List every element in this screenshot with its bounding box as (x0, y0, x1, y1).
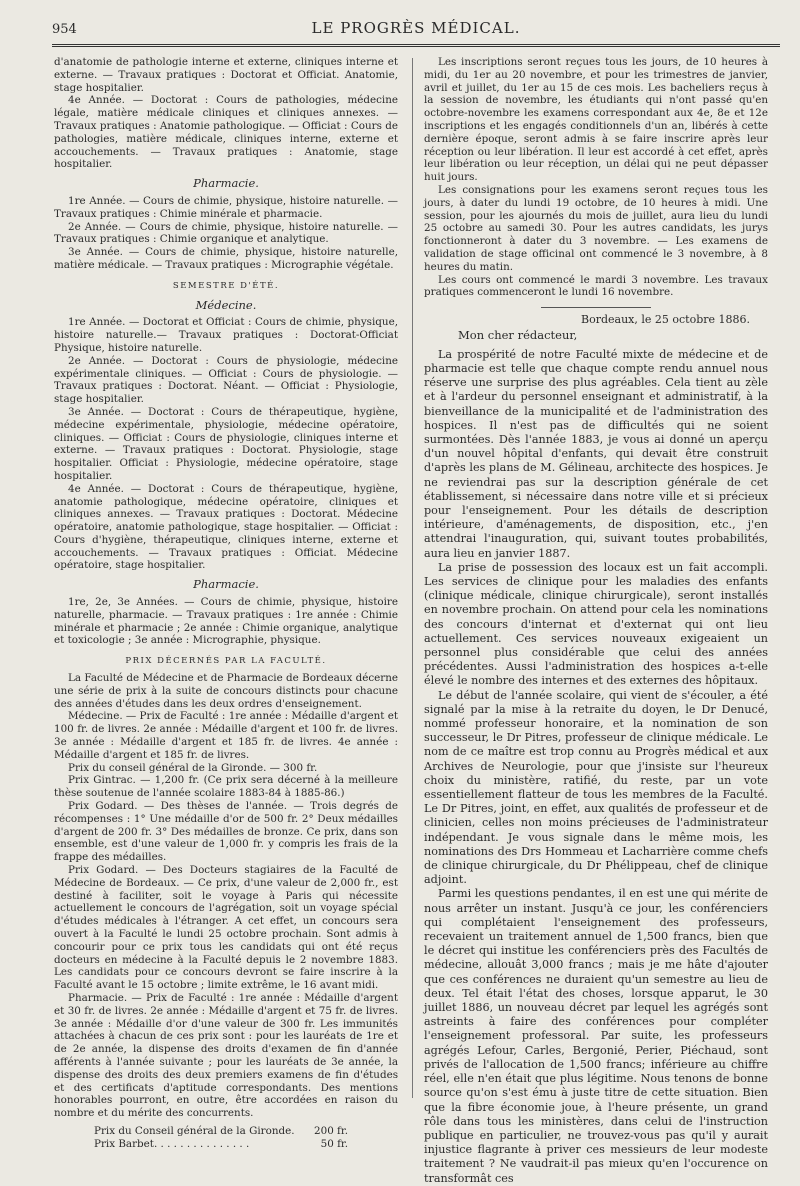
semester-heading: SEMESTRE D'ÉTÉ. (172, 280, 280, 291)
paragraph: Parmi les questions pendantes, il en est une qui mérite de nous arrêter un instant. Jusqu'à ce jour, les conférenciers qui complétaient l'enseignement des professeurs, recevaient un traitement annuel de 1,500 francs, bien que le décret qui institue les conférenciers près des Facultés de médecine, allouât 3,000 francs ; mais je me hâte d'ajouter que ces conférences ne duraient qu'un semestre au lieu de deux. Tel était l'état des choses, lorsque apparut, le 30 juillet 1886, un nouveau décret par lequel les agrégés sont astreints à faire des conférences pour compléter l'enseignement professoral. Par suite, les professeurs agrégés Lefour, Carles, Bergonié, Perier, Piéchaud, sont privés de l'allocation de 1,500 francs; inférieure au chiffre réel, elle n'en était que plus légitime. Nous tenons de bonne source qu'on s'est ému à juste titre de cette situation. Bien que la fibre économie joue, à l'heure présente, un grand rôle dans tous les ministères, dans celui de l'instruction publique en particulier, ne trouvez-vous pas qu'il y aurait injustice flagrante à priver ces messieurs de leur modeste traitement ? Ne vaudrait-il pas mieux qu'en l'occurence on transformât ces (424, 887, 768, 1185)
separator-rule (541, 307, 651, 308)
section-heading: Médecine. (195, 297, 257, 312)
section-heading: Pharmacie. (193, 577, 259, 592)
paragraph: 3e Année. — Doctorat : Cours de thérapeutique, hygiène, médecine expérimentale, physiologie, médecine opératoire, cliniques. — Officiat : Cours de physiologie, cliniques interne et externe. — Travaux pratiques : Doctorat. Physiologie, stage hospitalier. Officiat : Physiologie, médecine opératoire, stage hospitalier. (54, 405, 398, 482)
prize-line (54, 1125, 398, 1138)
paragraph: Prix Godard. — Des thèses de l'année. — Trois degrés de récompenses : 1° Une médaille d'or de 500 fr. 2° Deux médailles d'argent de 200 fr. 3° Des médailles de bronze. Ce prix, dans son ensemble, est d'une valeur de 1,000 fr. y compris les frais de la frappe des médailles. (54, 800, 398, 864)
paragraph: Prix Godard. — Des Docteurs stagiaires de la Faculté de Médecine de Bordeaux. — Ce prix, d'une valeur de 2,000 fr., est destiné à faciliter, soit le voyage à Paris qui nécessite actuellement le concours de l'agrégation, soit un voyage spécial d'études médicales à l'étranger. A cet effet, un concours sera ouvert à la Faculté le lundi 25 octobre prochain. Sont admis à concourir pour ce prix tous les candidats qui ont été reçus docteurs en médecine à la Faculté depuis le 2 novembre 1883. Les candidats pour ce concours devront se faire inscrire à la Faculté avant le 15 octobre ; limite extrême, le 16 avant midi. (54, 864, 398, 992)
paragraph: La prospérité de notre Faculté mixte de médecine et de pharmacie est telle que chaque compte rendu annuel nous réserve une surprise des plus agréables. Cela tient au zèle et à l'ardeur du personnel enseignant et administratif, à la bienveillance de la municipalité et de l'administration des hospices. Il n'est pas de difficultés qui ne soient surmontées. Dès l'année 1883, je vous ai donné un aperçu d'un nouvel hôpital d'enfants, qui devait être construit d'après les plans de M. Gélineau, architecte des hospices. Je ne reviendrai pas sur la description générale de cet établissement, si nécessaire dans notre ville et si précieux pour l'enseignement. Pour les détails de description intérieure, d'aménagements, de disposition, etc., j'en attendrai l'inauguration, qui, suivant toutes probabilités, aura lieu en janvier 1887. (424, 347, 768, 560)
running-title: LE PROGRÈS MÉDICAL. (311, 19, 521, 37)
paragraph: Pharmacie. — Prix de Faculté : 1re année : Médaille d'argent et 30 fr. de livres. 2e année : Médaille d'argent et 75 fr. de livres. 3e année : Médaille d'or d'une valeur de 300 fr. Les immunités attachées à chacun de ces prix sont : pour les lauréats de 1re et de 2e année, la dispense des droits d'examen de fin d'année afférents à l'année suivante ; pour les lauréats de 3e année, la dispense des droits des deux premiers examens de fin d'études et des certificats d'aptitude correspondants. Des mentions honorables pourront, en outre, être accordées en raison du nombre et du mérite des concurrents. (54, 991, 398, 1120)
paragraph: La prise de possession des locaux est un fait accompli. Les services de clinique pour les maladies des enfants (clinique médicale, clinique chirurgicale), seront installés en novembre prochain. On attend pour cela les nominations des concours d'internat et d'externat qui ont lieu actuellement. Ces services nouveaux exigeaient un personnel plus considérable que celui des années précédentes. Aussi l'administration des hospices a-t-elle élevé le nombre des internes et des externes des hôpitaux. (424, 560, 768, 688)
letter-body (424, 348, 768, 1186)
prize-value: 200 fr. (314, 1124, 348, 1137)
page-number: 954 (52, 22, 77, 37)
paragraph: 4e Année. — Doctorat : Cours de thérapeutique, hygiène, anatomie pathologique, médecine opératoire, cliniques et cliniques annexes. — Travaux pratiques : Doctorat. Médecine opératoire, anatomie pathologique, stage hospitalier. — Officiat : Cours d'hygiène, thérapeutique, cliniques interne, externe et accouchements. — Travaux pratiques : Officiat. Médecine opératoire, stage hospitalier. (54, 482, 398, 572)
right-column (424, 56, 768, 1186)
paragraph: Prix du conseil général de la Gironde. — 300 fr. (68, 761, 318, 774)
paragraph: Les consignations pour les examens seront reçues tous les jours, à dater du lundi 19 octobre, de 10 heures à midi. Une session, pour les ajournés du mois de juillet, aura lieu du lundi 25 octobre au samedi 30. Pour les autres candidats, les jurys fonctionneront à dater du 3 novembre. — Les examens de validation de stage officinal ont commencé le 3 novembre, à 8 heures du matin. (424, 183, 768, 273)
prize-label: Prix du Conseil général de la Gironde. (94, 1124, 295, 1137)
section-heading: Pharmacie. (193, 176, 259, 191)
column-divider (412, 58, 413, 1098)
prizes-heading: PRIX DÉCERNÉS PAR LA FACULTÉ. (125, 656, 327, 667)
prize-line (54, 1138, 398, 1151)
paragraph: 1re Année. — Doctorat et Officiat : Cours de chimie, physique, histoire naturelle.— Travaux pratiques : Doctorat-Officiat Physique, histoire naturelle. (54, 316, 398, 354)
paragraph: 2e Année. — Cours de chimie, physique, histoire naturelle. — Travaux pratiques : Chimie organique et analytique. (54, 220, 398, 246)
letter-date: Bordeaux, le 25 octobre 1886. (581, 313, 750, 327)
paragraph: Prix Gintrac. — 1,200 fr. (Ce prix sera décerné à la meilleure thèse soutenue de l'année scolaire 1883-84 à 1885-86.) (54, 774, 398, 800)
paragraph: Médecine. — Prix de Faculté : 1re année : Médaille d'argent et 100 fr. de livres. 2e année : Médaille d'argent et 100 fr. de livres. 3e année : Médaille d'argent et 185 fr. de livres. 4e année : Médaille d'argent et 185 fr. de livres. (54, 710, 398, 761)
paragraph: Les inscriptions seront reçues tous les jours, de 10 heures à midi, du 1er au 20 novembre, et pour les trimestres de janvier, avril et juillet, du 1er au 15 de ces mois. Les bacheliers reçus à la session de novembre, les étudiants qui n'ont passé qu'en octobre-novembre les examens correspondant aux 4e, 8e et 12e inscriptions et les engagés conditionnels d'un an, libérés à cette dernière époque, seront admis à se faire inscrire après leur réception ou leur libération. Il leur est accordé à cet effet, après leur libération ou leur réception, un délai qui ne peut dépasser huit jours. (424, 56, 768, 184)
paragraph: 1re Année. — Cours de chimie, physique, histoire naturelle. — Travaux pratiques : Chimie minérale et pharmacie. (54, 194, 398, 220)
letter-salutation: Mon cher rédacteur, (458, 327, 578, 342)
paragraph: La Faculté de Médecine et de Pharmacie de Bordeaux décerne une série de prix à la suite de concours distincts pour chacune des années d'études dans les deux ordres d'enseignement. (54, 672, 398, 710)
paragraph: Les cours ont commencé le mardi 3 novembre. Les travaux pratiques commenceront le lundi 16 novembre. (424, 273, 768, 299)
paragraph: 4e Année. — Doctorat : Cours de pathologies, médecine légale, matière médicale cliniques et cliniques annexes. — Travaux pratiques : Anatomie pathologique. — Officiat : Cours de pathologies, matière médicale, cliniques interne, externe et accouchements. — Travaux pratiques : Anatomie, stage hospitalier. (54, 94, 398, 171)
prize-label: Prix Barbet. . . . . . . . . . . . . . . (94, 1137, 250, 1150)
paragraph: d'anatomie de pathologie interne et externe, cliniques interne et externe. — Travaux pratiques : Doctorat et Officiat. Anatomie, stage hospitalier. (54, 56, 398, 94)
paragraph: 3e Année. — Cours de chimie, physique, histoire naturelle, matière médicale. — Travaux pratiques : Micrographie végétale. (54, 246, 398, 271)
paragraph: 2e Année. — Doctorat : Cours de physiologie, médecine expérimentale cliniques. — Officiat : Cours de physiologie. — Travaux pratiques : Doctorat. Néant. — Officiat : Physiologie, stage hospitalier. (54, 354, 398, 406)
page-header (52, 18, 780, 47)
paragraph: Le début de l'année scolaire, qui vient de s'écouler, a été signalé par la mise à la retraite du doyen, le Dr Denucé, nommé professeur honoraire, et la nomination de son successeur, le Dr Pitres, professeur de clinique médicale. Le nom de ce maître est trop connu au Progrès médical et aux Archives de Neurologie, pour que j'insiste sur l'heureux choix du ministère, ratifié, du reste, par un vote essentiellement flatteur de tous les membres de la Faculté. Le Dr Pitres, joint, en effet, aux qualités de professeur et de clinicien, celles non moins précieuses de l'administrateur indépendant. Je vous signale dans le même mois, les nominations des Drs Hommeau et Lacharrière comme chefs de clinique chirurgicale, du Dr Phélippeau, chef de clinique adjoint. (424, 688, 768, 887)
left-column (54, 56, 398, 1151)
prize-value: 50 fr. (320, 1137, 348, 1150)
paragraph: 1re, 2e, 3e Années. — Cours de chimie, physique, histoire naturelle, pharmacie. — Travaux pratiques : 1re année : Chimie minérale et pharmacie ; 2e année : Chimie organique, analytique et toxicologie ; 3e année : Micrographie, physique. (54, 596, 398, 647)
